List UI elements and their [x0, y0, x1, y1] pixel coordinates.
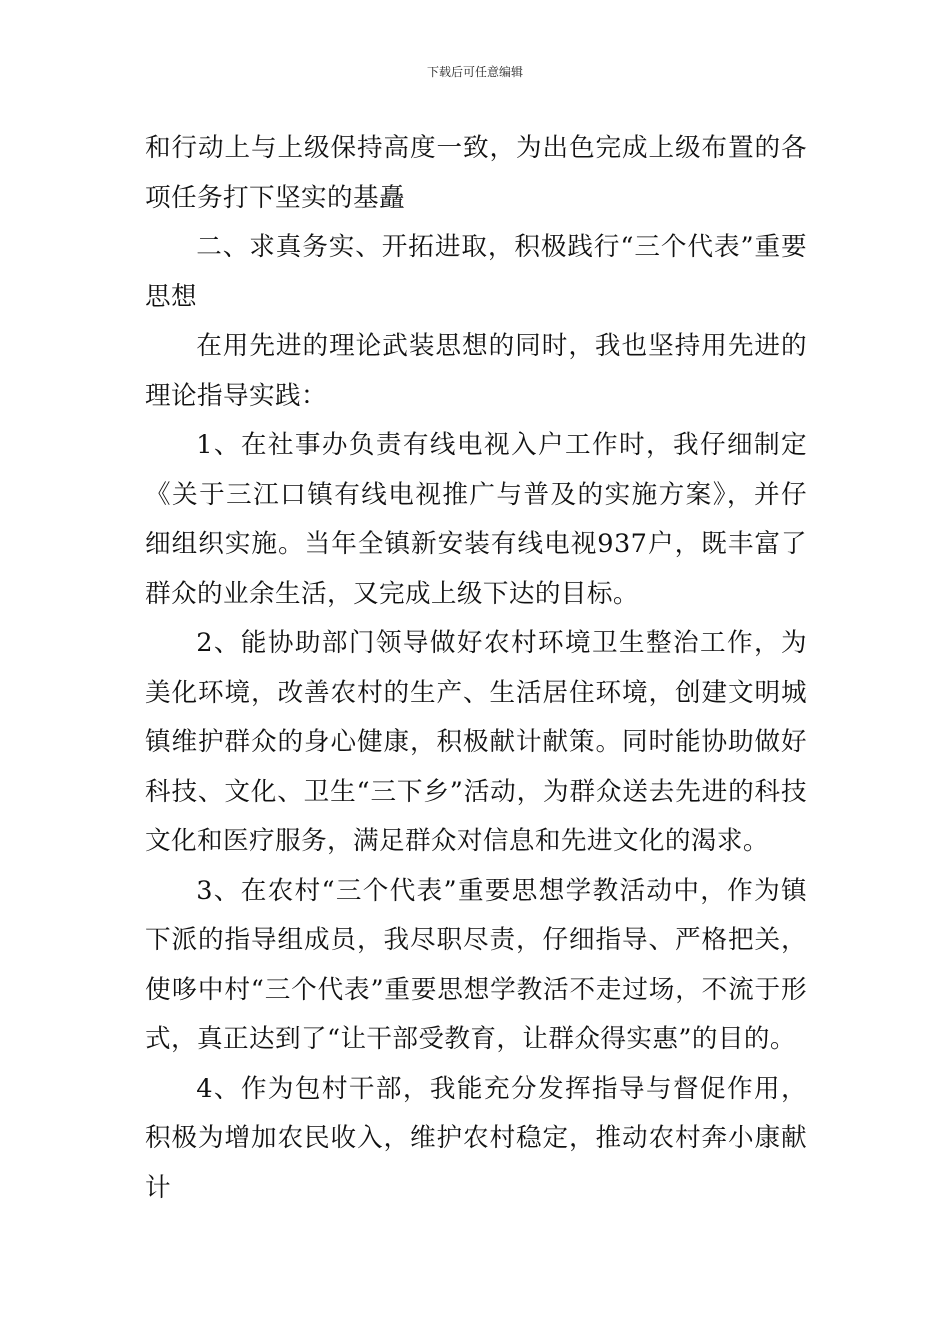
page-header: 下载后可任意编辑	[426, 65, 523, 79]
paragraph-intro: 在用先进的理论武装思想的同时，我也坚持用先进的理论指导实践：	[145, 331, 807, 411]
document-body	[145, 124, 807, 1213]
paragraph-item-1: 1、在社事办负责有线电视入户工作时，我仔细制定《关于三江口镇有线电视推广与普及的实施方案》，并仔细组织实施。当年全镇新安装有线电视937户，既丰富了群众的业余生活，又完成上级下达的目标。	[145, 430, 807, 609]
paragraph-continuation: 和行动上与上级保持高度一致，为出色完成上级布置的各项任务打下坚实的基矗	[145, 133, 807, 213]
section-heading: 二、求真务实、开拓进取，积极践行“三个代表”重要思想	[145, 232, 807, 312]
paragraph-item-4: 4、作为包村干部，我能充分发挥指导与督促作用，积极为增加农民收入，维护农村稳定，推动农村奔小康献计	[145, 1073, 807, 1203]
paragraph-item-2: 2、能协助部门领导做好农村环境卫生整治工作，为美化环境，改善农村的生产、生活居住环境，创建文明城镇维护群众的身心健康，积极献计献策。同时能协助做好科技、文化、卫生“三下乡”活动，为群众送去先进的科技文化和医疗服务，满足群众对信息和先进文化的渴求。	[145, 628, 807, 856]
paragraph-item-3: 3、在农村“三个代表”重要思想学教活动中，作为镇下派的指导组成员，我尽职尽责，仔细指导、严格把关，使哆中村“三个代表”重要思想学教活不走过场，不流于形式，真正达到了“让干部受教育，让群众得实惠”的目的。	[145, 875, 807, 1054]
